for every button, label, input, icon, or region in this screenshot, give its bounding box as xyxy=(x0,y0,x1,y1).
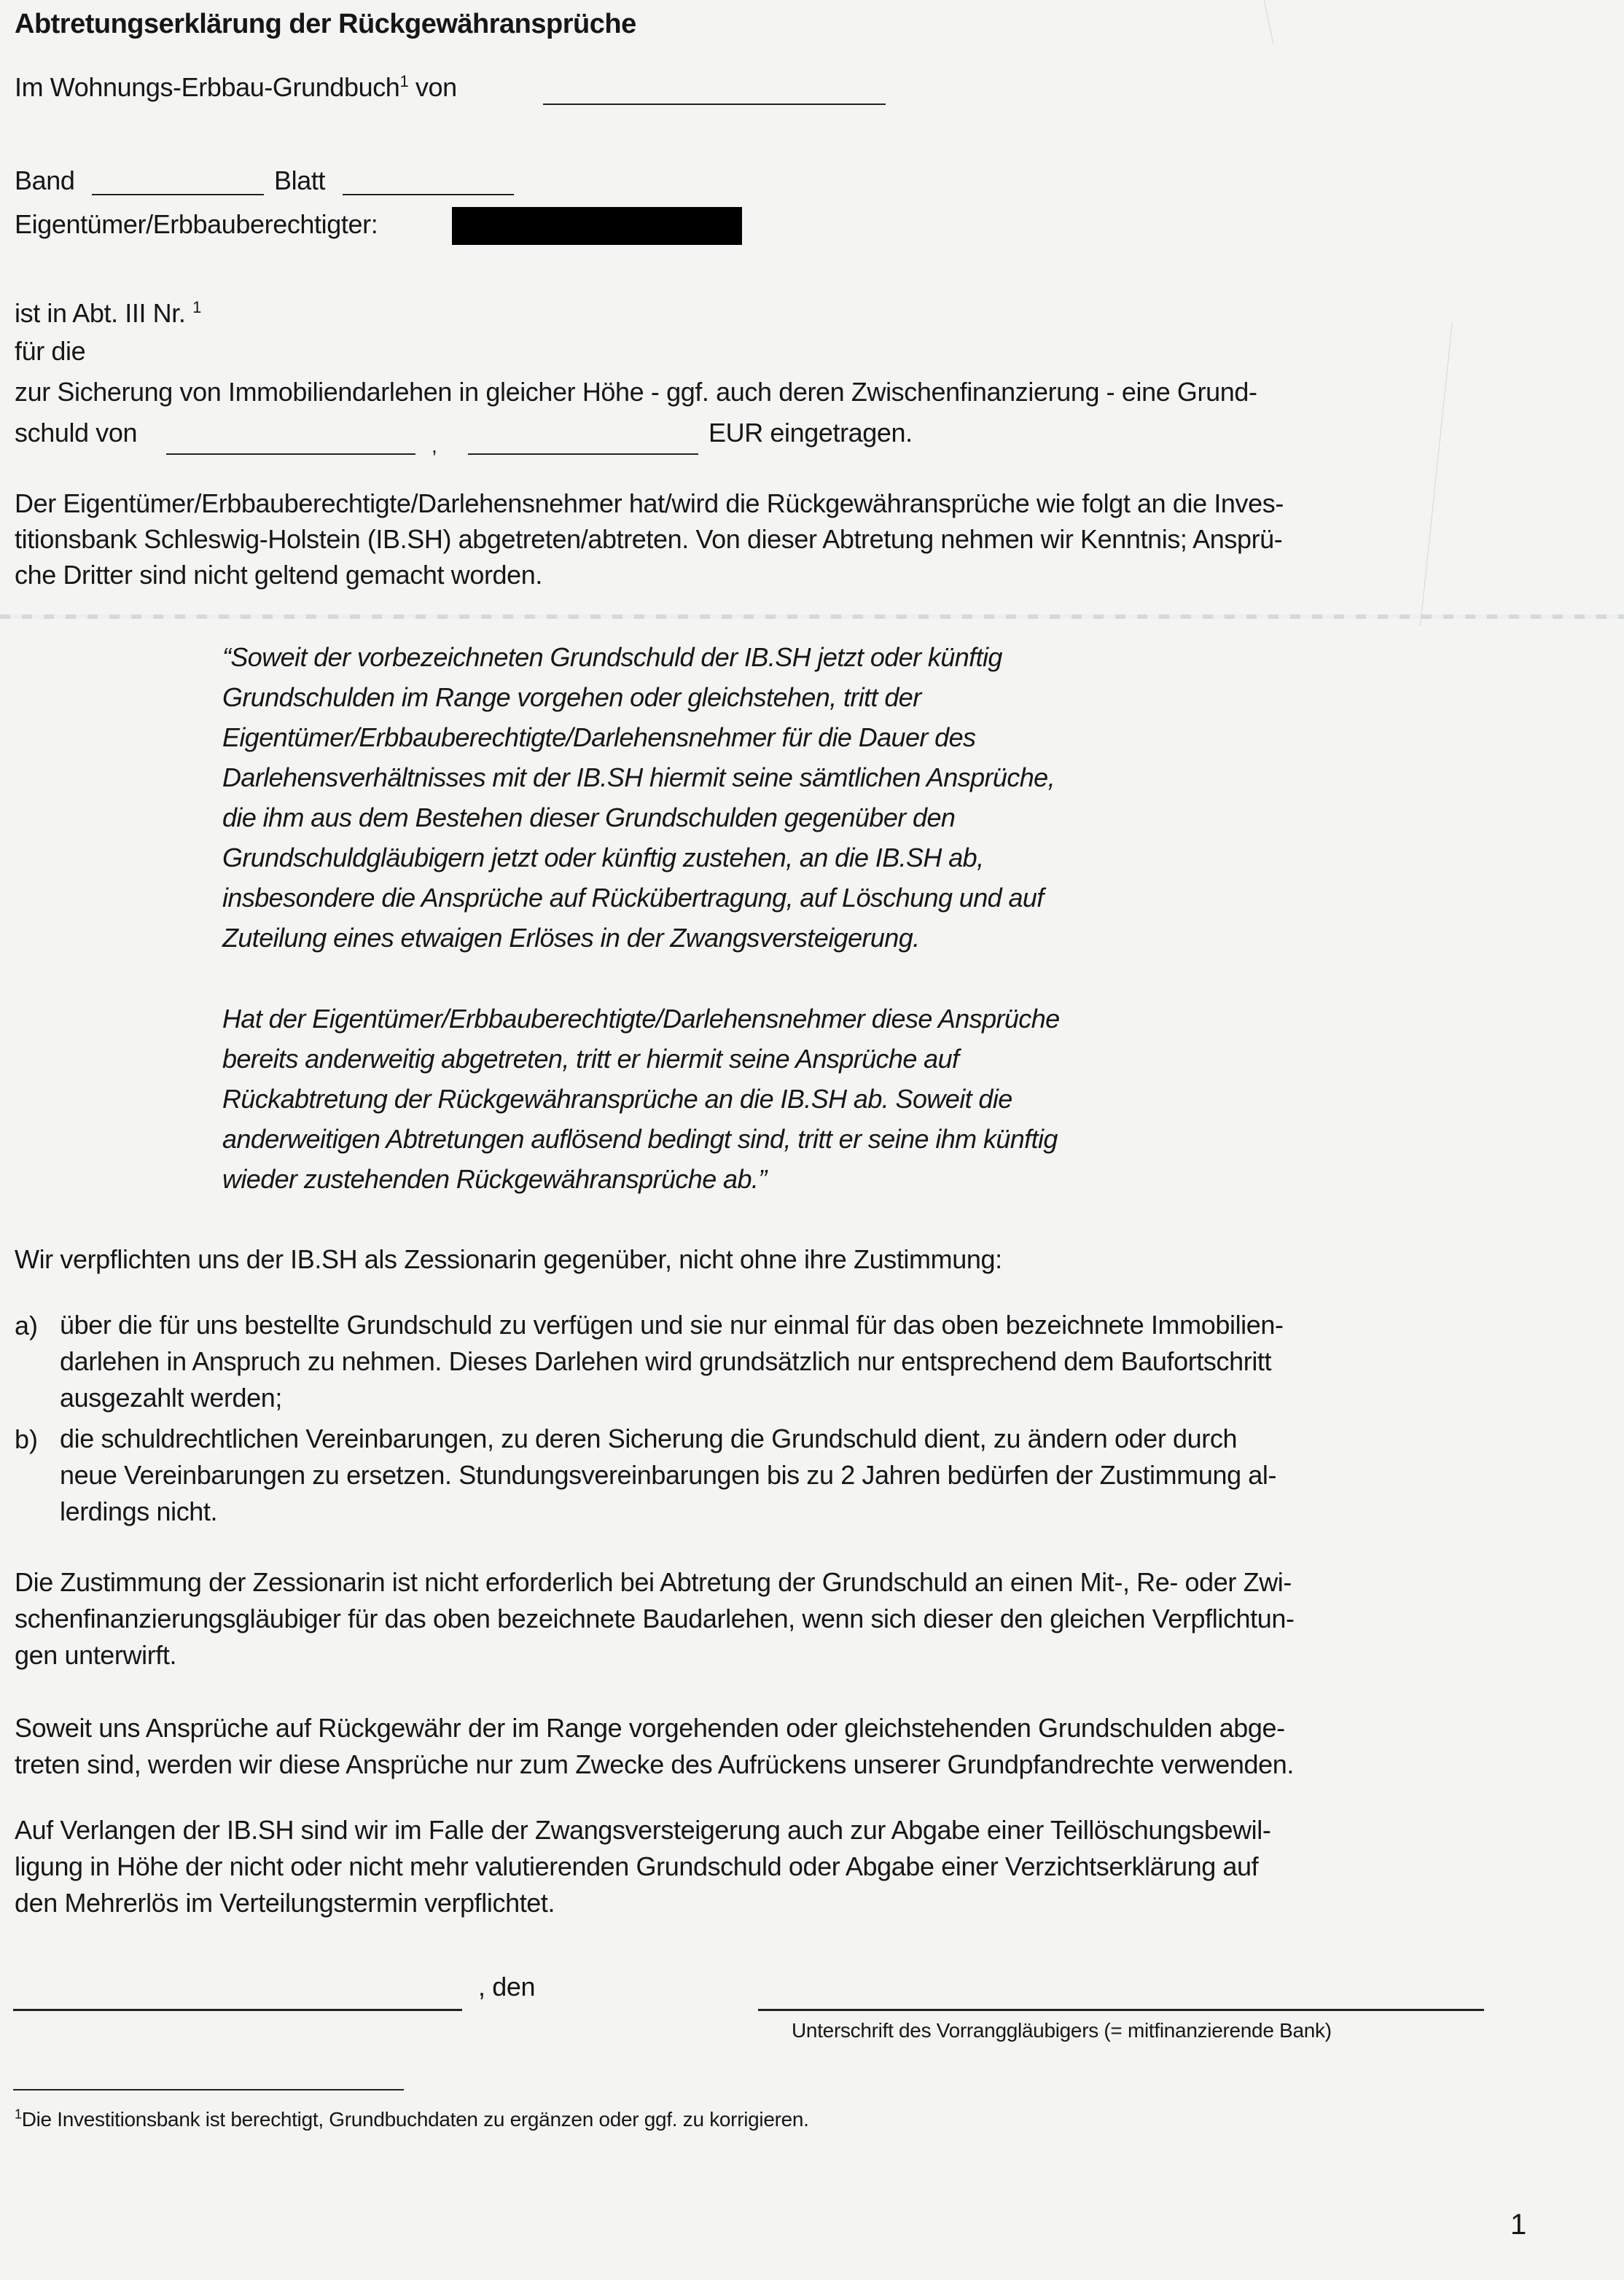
footnote-ref: 1 xyxy=(399,72,409,90)
schuld-von-label: schuld von xyxy=(15,418,138,448)
paragraph-line: Auf Verlangen der IB.SH sind wir im Falle der Zwangsversteigerung auch zur Abgabe einer Teillöschungsbewil- xyxy=(15,1815,1271,1845)
quote-line: Rückabtretung der Rückgewähransprüche an die IB.SH ab. Soweit die xyxy=(222,1084,1012,1114)
footnote-separator xyxy=(13,2089,404,2090)
sicherung-line: zur Sicherung von Immobiliendarlehen in gleicher Höhe - ggf. auch deren Zwischenfinanzierung - eine Grund- xyxy=(15,377,1257,407)
owner-redacted-value xyxy=(452,207,742,245)
obligation-a xyxy=(60,1307,1284,1416)
quote-line: wieder zustehenden Rückgewähransprüche ab.” xyxy=(222,1164,767,1194)
eur-eingetragen: EUR eingetragen. xyxy=(708,418,913,448)
quote-line: anderweitigen Abtretungen auflösend bedingt sind, tritt er seine ihm künftig xyxy=(222,1124,1058,1154)
paragraph-line: Soweit uns Ansprüche auf Rückgewähr der im Range vorgehenden oder gleichstehenden Grundschulden abge- xyxy=(15,1713,1285,1743)
abt-label-text: ist in Abt. III Nr. xyxy=(15,298,186,328)
quote-line: bereits anderweitig abgetreten, tritt er hiermit seine Ansprüche auf xyxy=(222,1044,959,1074)
blatt-label: Blatt xyxy=(274,165,326,195)
place-field[interactable] xyxy=(13,2009,462,2011)
band-field[interactable] xyxy=(92,194,264,195)
paragraph-line: gen unterwirft. xyxy=(15,1640,177,1670)
quote-line: Grundschuldgläubigern jetzt oder künftig zustehen, an die IB.SH ab, xyxy=(222,843,984,872)
quote-line: Darlehensverhältnisses mit der IB.SH hiermit seine sämtlichen Ansprüche, xyxy=(222,762,1055,792)
quote-line: Zuteilung eines etwaigen Erlöses in der Zwangsversteigerung. xyxy=(222,923,920,953)
quote-line: Eigentümer/Erbbauberechtigte/Darlehensnehmer für die Dauer des xyxy=(222,722,976,752)
list-marker-b: b) xyxy=(15,1424,39,1454)
list-line: ausgezahlt werden; xyxy=(60,1383,283,1413)
page-number: 1 xyxy=(1510,2209,1526,2241)
list-line: neue Vereinbarungen zu ersetzen. Stundungsvereinbarungen bis zu 2 Jahren bedürfen der Zustimmung al- xyxy=(60,1460,1277,1490)
paragraph-line: ligung in Höhe der nicht oder nicht mehr valutierenden Grundschuld oder Abgabe einer Verzichtserklärung auf xyxy=(15,1851,1259,1881)
paragraph-line: Der Eigentümer/Erbbauberechtigte/Darlehensnehmer hat/wird die Rückgewähransprüche wie folgt an die Inves- xyxy=(15,488,1284,518)
list-line: über die für uns bestellte Grundschuld zu verfügen und sie nur einmal für das oben bezeichnete Immobilien- xyxy=(60,1310,1284,1340)
amount-cents-field[interactable] xyxy=(468,453,698,455)
den-label: , den xyxy=(478,1972,536,2002)
list-line: die schuldrechtlichen Vereinbarungen, zu deren Sicherung die Grundschuld dient, zu ändern oder durch xyxy=(60,1424,1238,1453)
owner-label: Eigentümer/Erbbauberechtigter: xyxy=(15,209,378,239)
obligation-b xyxy=(60,1421,1276,1530)
list-line: darlehen in Anspruch zu nehmen. Dieses Darlehen wird grundsätzlich nur entsprechend dem Baufortschritt xyxy=(60,1346,1272,1376)
grundbuch-von: von xyxy=(415,72,457,102)
grundbuch-field[interactable] xyxy=(543,104,886,105)
zwangsversteigerung-paragraph xyxy=(15,1812,1509,1921)
fuer-die: für die xyxy=(15,336,86,366)
paragraph-line: Die Zustimmung der Zessionarin ist nicht erforderlich bei Abtretung der Grundschuld an einen Mit-, Re- oder Zwi- xyxy=(15,1567,1292,1597)
scan-crease xyxy=(1264,1,1273,44)
grundbuch-label-text: Im Wohnungs-Erbbau-Grundbuch xyxy=(15,72,400,102)
consent-paragraph xyxy=(15,1564,1509,1674)
blatt-field[interactable] xyxy=(343,194,514,195)
amount-decimal-separator: , xyxy=(432,434,437,457)
band-label: Band xyxy=(15,165,75,195)
quote-line: die ihm aus dem Bestehen dieser Grundschulden gegenüber den xyxy=(222,803,956,832)
document-title: Abtretungserklärung der Rückgewähransprüche xyxy=(15,9,636,39)
paragraph-line: schenfinanzierungsgläubiger für das oben bezeichnete Baudarlehen, wenn sich dieser den gleichen Verpflichtun- xyxy=(15,1604,1295,1633)
amount-field[interactable] xyxy=(166,453,415,455)
footnote-text: Die Investitionsbank ist berechtigt, Grundbuchdaten zu ergänzen oder ggf. zu korrigieren. xyxy=(21,2108,809,2131)
footnote-marker: 1 xyxy=(15,2107,22,2122)
quote-line: Hat der Eigentümer/Erbbauberechtigte/Darlehensnehmer diese Ansprüche xyxy=(222,1004,1060,1034)
footnote xyxy=(15,2108,809,2131)
paragraph-line: titionsbank Schleswig-Holstein (IB.SH) abgetreten/abtreten. Von dieser Abtretung nehmen wir Kenntnis; Ansprü- xyxy=(15,524,1283,554)
list-marker-a: a) xyxy=(15,1311,39,1340)
obligation-intro: Wir verpflichten uns der IB.SH als Zessionarin gegenüber, nicht ohne ihre Zustimmung: xyxy=(15,1244,1002,1274)
quote-line: insbesondere die Ansprüche auf Rückübertragung, auf Löschung und auf xyxy=(222,883,1044,913)
rueckgewaehr-paragraph xyxy=(15,1710,1509,1783)
scan-fold-artifact xyxy=(0,614,1624,619)
intro-paragraph xyxy=(15,485,1509,593)
quoted-clause-2 xyxy=(222,999,1060,1199)
paragraph-line: che Dritter sind nicht geltend gemacht worden. xyxy=(15,560,542,590)
footnote-ref: 1 xyxy=(192,298,201,316)
paragraph-line: treten sind, werden wir diese Ansprüche nur zum Zwecke des Aufrückens unserer Grundpfandrechte verwenden. xyxy=(15,1749,1294,1779)
signature-caption: Unterschrift des Vorranggläubigers (= mitfinanzierende Bank) xyxy=(792,2019,1332,2042)
quote-line: Grundschulden im Range vorgehen oder gleichstehen, tritt der xyxy=(222,682,921,712)
quoted-clause-1 xyxy=(222,637,1055,958)
paragraph-line: den Mehrerlös im Verteilungstermin verpflichtet. xyxy=(15,1888,555,1918)
list-line: lerdings nicht. xyxy=(60,1496,218,1526)
abt-label xyxy=(15,299,201,328)
grundbuch-label xyxy=(15,73,457,102)
signature-field[interactable] xyxy=(758,2009,1484,2011)
quote-line: “Soweit der vorbezeichneten Grundschuld der IB.SH jetzt oder künftig xyxy=(222,642,1002,672)
